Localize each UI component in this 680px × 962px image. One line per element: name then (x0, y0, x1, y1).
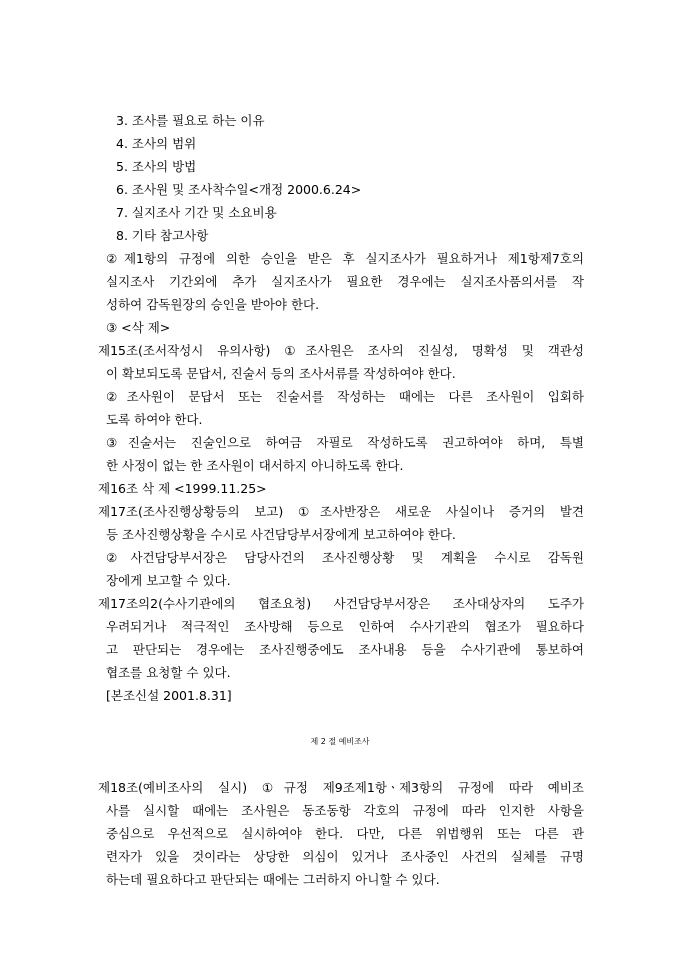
paragraph-line: 이 확보되도록 문답서, 진술서 등의 조사서류를 작성하여야 한다. (106, 366, 456, 381)
list-item: 7. 실지조사 기간 및 소요비용 (116, 205, 277, 220)
list-item: 3. 조사를 필요로 하는 이유 (116, 113, 265, 128)
paragraph-line: 한 사정이 없는 한 조사원이 대서하지 아니하도록 한다. (106, 458, 404, 473)
paragraph-line: 도록 하여야 한다. (106, 412, 203, 427)
paragraph-line: ③진술서는 진술인으로 하여금 자필로 작성하도록 권고하여야 하며, 특별 (106, 435, 584, 450)
paragraph-line: 장에게 보고할 수 있다. (106, 573, 231, 588)
list-item: 5. 조사의 방법 (116, 159, 197, 174)
article-18-heading: 제18조(예비조사의 실시) ①규정 제9조제1항ㆍ제3항의 규정에 따라 예비조 (98, 780, 584, 795)
list-item: 8. 기타 참고사항 (116, 228, 209, 243)
article-17-heading: 제17조(조사진행상황등의 보고) ①조사반장은 새로운 사실이나 증거의 발견 (98, 504, 584, 519)
paragraph-line: 고 판단되는 경우에는 조사진행중에도 조사내용 등을 수사기관에 통보하여 (106, 642, 584, 657)
article-15-heading: 제15조(조서작성시 유의사항) ①조사원은 조사의 진실성, 명확성 및 객관성 (98, 343, 584, 358)
list-item: 4. 조사의 범위 (116, 136, 197, 151)
paragraph-line: 사를 실시할 때에는 조사원은 동조동항 각호의 규정에 따라 인지한 사항을 (106, 803, 584, 818)
paragraph-line: 등 조사진행상황을 수시로 사건담당부서장에게 보고하여야 한다. (106, 527, 456, 542)
paragraph-line: 성하여 감독원장의 승인을 받아야 한다. (106, 297, 320, 312)
article-17-2-heading: 제17조의2(수사기관에의 협조요청) 사건담당부서장은 조사대상자의 도주가 (98, 596, 584, 611)
paragraph-line: 하는데 필요하다고 판단되는 때에는 그러하지 아니할 수 있다. (106, 872, 440, 887)
paragraph-line: ②조사원이 문답서 또는 진술서를 작성하는 때에는 다른 조사원이 입회하 (106, 389, 584, 404)
article-16-heading: 제16조 삭 제 <1999.11.25> (98, 481, 267, 496)
amendment-note: [본조신설 2001.8.31] (106, 688, 232, 703)
paragraph-line: ②사건담당부서장은 담당사건의 조사진행상황 및 계획을 수시로 감독원 (106, 550, 584, 565)
paragraph-line: ②제1항의 규정에 의한 승인을 받은 후 실지조사가 필요하거나 제1항제7호의 (106, 251, 584, 266)
paragraph-line: 실지조사 기간외에 추가 실지조사가 필요한 경우에는 실지조사품의서를 작 (106, 274, 584, 289)
paragraph-line: 우려되거나 적극적인 조사방해 등으로 인하여 수사기관의 협조가 필요하다 (106, 619, 584, 634)
section-title: 제 2 절 예비조사 (310, 737, 370, 746)
list-item: 6. 조사원 및 조사착수일<개정 2000.6.24> (116, 182, 362, 197)
paragraph-line: ③ <삭 제> (106, 320, 171, 335)
paragraph-line: 중심으로 우선적으로 실시하여야 한다. 다만, 다른 위법행위 또는 다른 관 (106, 826, 584, 841)
paragraph-line: 협조를 요청할 수 있다. (106, 665, 231, 680)
paragraph-line: 련자가 있을 것이라는 상당한 의심이 있거나 조사중인 사건의 실체를 규명 (106, 849, 584, 864)
